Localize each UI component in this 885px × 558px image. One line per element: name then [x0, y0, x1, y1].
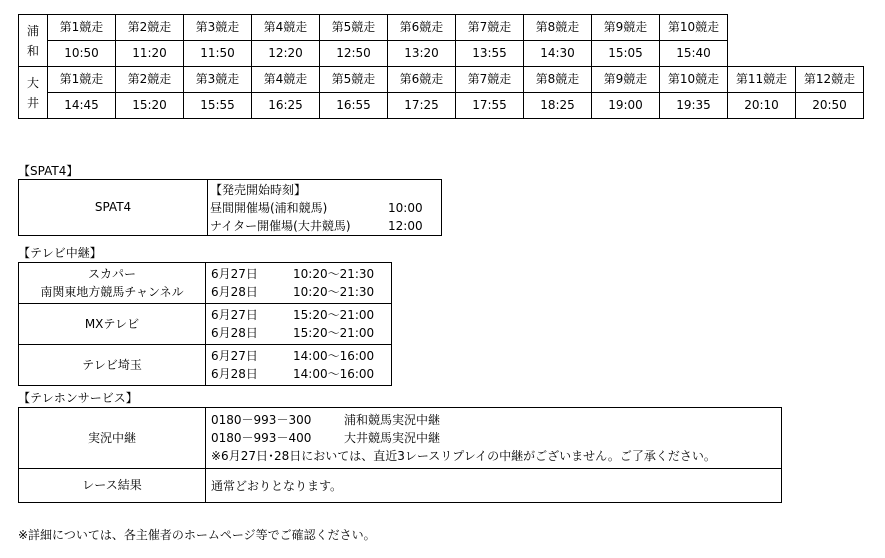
tv-section-title: 【テレビ中継】	[18, 246, 102, 260]
phone-number: 0180－993－300	[211, 413, 312, 427]
tv-table	[18, 262, 392, 386]
race-label: 第5競走	[320, 67, 388, 93]
footnote: ※詳細については、各主催者のホームページ等でご確認ください。	[18, 528, 376, 542]
race-time: 17:55	[456, 93, 524, 119]
race-time: 11:50	[184, 41, 252, 67]
race-time: 15:55	[184, 93, 252, 119]
urawa-time-row	[19, 41, 864, 67]
race-label: 第1競走	[48, 15, 116, 41]
spat4-time-row	[210, 217, 441, 235]
race-time: 14:45	[48, 93, 116, 119]
race-time: 11:20	[116, 41, 184, 67]
race-time: 16:25	[252, 93, 320, 119]
spat4-venue-label: ナイター開催場(大井競馬)	[210, 218, 351, 233]
tv-time: 15:20～21:00	[293, 326, 375, 340]
empty-cell	[728, 41, 796, 67]
tv-station-name	[19, 263, 206, 304]
race-time: 17:25	[388, 93, 456, 119]
race-time: 19:35	[660, 93, 728, 119]
race-label: 第7競走	[456, 67, 524, 93]
tv-station-name-line: MXテレビ	[84, 317, 140, 331]
tv-date: 6月27日	[211, 267, 258, 281]
tv-row	[19, 304, 392, 345]
phone-line	[211, 411, 781, 429]
tv-station-name-line: テレビ埼玉	[82, 358, 142, 372]
tv-schedule-row	[211, 306, 391, 324]
venue-char: 浦	[26, 23, 39, 38]
tv-schedule-row	[211, 347, 391, 365]
telephone-section-title: 【テレホンサービス】	[18, 391, 138, 405]
race-time: 19:00	[592, 93, 660, 119]
spat4-time-row	[210, 199, 441, 217]
tv-time: 14:00～16:00	[293, 349, 375, 363]
race-time: 20:10	[728, 93, 796, 119]
empty-cell	[796, 15, 864, 41]
race-label: 第5競走	[320, 15, 388, 41]
spat4-venue-label: 昼間開催場(浦和競馬)	[210, 200, 328, 215]
tv-time: 14:00～16:00	[293, 367, 375, 381]
phone-description: 浦和競馬実況中継	[344, 413, 441, 427]
race-label: 第9競走	[592, 67, 660, 93]
tv-date: 6月28日	[211, 285, 258, 299]
tv-schedule-row	[211, 365, 391, 383]
tv-schedule	[206, 304, 392, 345]
race-time: 13:55	[456, 41, 524, 67]
spat4-section-title: 【SPAT4】	[18, 164, 79, 178]
race-label: 第7競走	[456, 15, 524, 41]
spat4-row	[19, 180, 442, 236]
race-label: 第9競走	[592, 15, 660, 41]
tv-row	[19, 263, 392, 304]
race-label: 第1競走	[48, 67, 116, 93]
race-time: 13:20	[388, 41, 456, 67]
spat4-header: 【発売開始時刻】	[210, 182, 307, 197]
race-schedule-table	[18, 14, 864, 119]
spat4-start-time: 12:00	[388, 218, 423, 233]
tv-schedule-row	[211, 283, 391, 301]
tv-row	[19, 345, 392, 386]
tv-time: 10:20～21:30	[293, 285, 375, 299]
telephone-results-row	[19, 469, 782, 503]
tv-station-name	[19, 304, 206, 345]
telephone-results-text: 通常どおりとなります。	[206, 469, 782, 503]
telephone-live-info	[206, 408, 782, 469]
tv-date: 6月28日	[211, 326, 258, 340]
race-label: 第3競走	[184, 67, 252, 93]
race-time: 18:25	[524, 93, 592, 119]
race-label: 第10競走	[660, 15, 728, 41]
oi-race-row	[19, 67, 864, 93]
venue-oi	[19, 67, 48, 119]
spat4-info	[208, 180, 442, 236]
race-label: 第12競走	[796, 67, 864, 93]
spat4-table	[18, 179, 442, 236]
tv-station-name	[19, 345, 206, 386]
race-label: 第10競走	[660, 67, 728, 93]
venue-char: 大	[26, 75, 39, 90]
race-label: 第3競走	[184, 15, 252, 41]
race-label: 第6競走	[388, 15, 456, 41]
race-label: 第2競走	[116, 67, 184, 93]
race-time: 16:55	[320, 93, 388, 119]
race-label: 第4競走	[252, 67, 320, 93]
race-label: 第8競走	[524, 15, 592, 41]
phone-number: 0180－993－400	[211, 431, 312, 445]
tv-date: 6月28日	[211, 367, 258, 381]
tv-time: 10:20～21:30	[293, 267, 375, 281]
tv-station-name-line: スカパー	[87, 267, 136, 281]
telephone-live-name: 実況中継	[19, 408, 206, 469]
telephone-note: ※6月27日･28日においては、直近3レースリプレイの中継がございません。ご了承ください。	[211, 449, 716, 463]
tv-schedule-row	[211, 265, 391, 283]
race-time: 20:50	[796, 93, 864, 119]
race-time: 10:50	[48, 41, 116, 67]
empty-cell	[728, 15, 796, 41]
race-label: 第4競走	[252, 15, 320, 41]
tv-time: 15:20～21:00	[293, 308, 375, 322]
tv-schedule	[206, 263, 392, 304]
race-time: 15:40	[660, 41, 728, 67]
race-label: 第11競走	[728, 67, 796, 93]
race-time: 15:05	[592, 41, 660, 67]
race-time: 12:50	[320, 41, 388, 67]
spat4-start-time: 10:00	[388, 200, 423, 215]
urawa-race-row	[19, 15, 864, 41]
race-label: 第6競走	[388, 67, 456, 93]
tv-date: 6月27日	[211, 349, 258, 363]
oi-time-row	[19, 93, 864, 119]
race-time: 15:20	[116, 93, 184, 119]
telephone-results-name: レース結果	[19, 469, 206, 503]
telephone-live-row	[19, 408, 782, 469]
venue-urawa	[19, 15, 48, 67]
tv-schedule	[206, 345, 392, 386]
phone-description: 大井競馬実況中継	[344, 431, 441, 445]
empty-cell	[796, 41, 864, 67]
race-label: 第8競走	[524, 67, 592, 93]
phone-line	[211, 429, 781, 447]
tv-schedule-row	[211, 324, 391, 342]
venue-char: 井	[26, 95, 39, 110]
tv-station-name-line: 南関東地方競馬チャンネル	[40, 285, 184, 299]
race-time: 14:30	[524, 41, 592, 67]
venue-char: 和	[26, 43, 39, 58]
race-time: 12:20	[252, 41, 320, 67]
race-label: 第2競走	[116, 15, 184, 41]
spat4-name: SPAT4	[19, 180, 208, 236]
telephone-table	[18, 407, 782, 503]
tv-date: 6月27日	[211, 308, 258, 322]
